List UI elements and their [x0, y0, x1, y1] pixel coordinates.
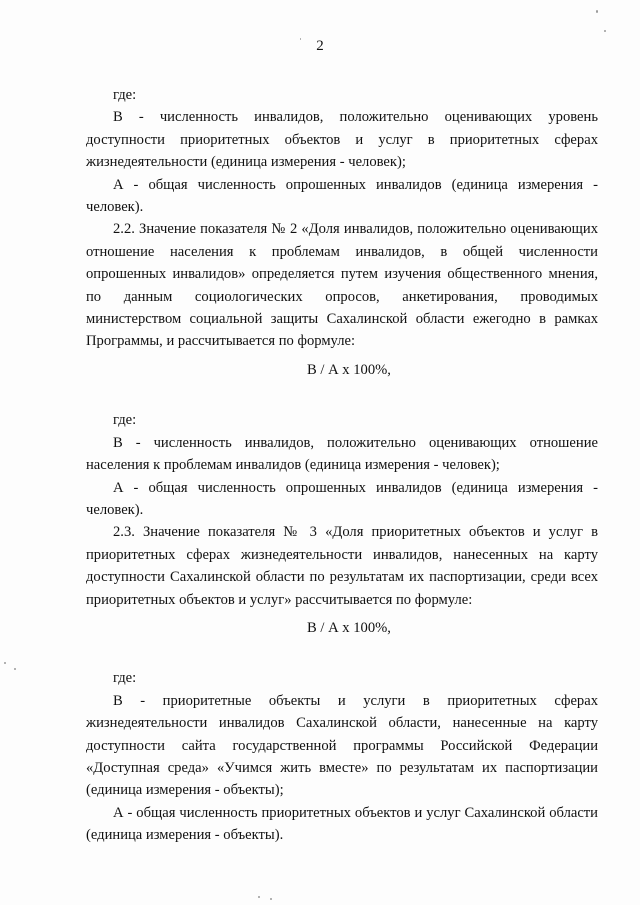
definition-a-1: А - общая численность опрошенных инвалидов (единица измерения - человек).: [86, 176, 598, 216]
definition-b-3: В - приоритетные объекты и услуги в приоритетных сферах жизнедеятельности инвалидов Сахалинской области, нанесенные на карту доступности сайта государственной программы Российской Федерации «Доступная среда» «Учимся жить вместе» по результатам их паспортизации (единица измерения - объекты);: [86, 692, 598, 799]
where-label-3: где:: [113, 670, 137, 687]
scan-speck: [14, 668, 16, 670]
scan-speck: [270, 898, 272, 900]
definition-b-1: В - численность инвалидов, положительно оценивающих уровень доступности приоритетных объектов и услуг в приоритетных сферах жизнедеятельности (единица измерения - человек);: [86, 109, 598, 171]
where-label-1: где:: [113, 87, 137, 103]
scan-speck: [596, 10, 598, 13]
formula-1: В / А х 100%,: [307, 361, 391, 378]
definition-a-2: А - общая численность опрошенных инвалидов (единица измерения - человек).: [86, 479, 598, 518]
indicator-2-paragraph: 2.2. Значение показателя № 2 «Доля инвалидов, положительно оценивающих отношение населения к проблемам инвалидов, в общей численности опрошенных инвалидов» определяется путем изучения общественного мнения, по данным социологических опросов, анкетирования, проводимых министерством социальной защиты Сахалинской области ежегодно в рамках Программы, и рассчитывается по формуле:: [86, 221, 598, 350]
scan-speck: [258, 896, 260, 898]
scan-speck: [4, 662, 6, 664]
document-body: [86, 84, 598, 847]
where-label-2: где:: [113, 412, 137, 429]
scan-speck: [604, 30, 606, 32]
definition-a-3: А - общая численность приоритетных объектов и услуг Сахалинской области (единица измерения - объекты).: [86, 804, 598, 844]
scan-speck: [300, 38, 301, 40]
indicator-3-paragraph: 2.3. Значение показателя № 3 «Доля приоритетных объектов и услуг в приоритетных сферах жизнедеятельности инвалидов, нанесенных на карту доступности Сахалинской области по результатам их паспортизации, среди всех приоритетных объектов и услуг» рассчитывается по формуле:: [86, 524, 598, 608]
definition-b-2: В - численность инвалидов, положительно оценивающих отношение населения к проблемам инвалидов (единица измерения - человек);: [86, 434, 598, 474]
page-number: 2: [316, 38, 324, 54]
formula-2: В / А х 100%,: [307, 619, 391, 636]
